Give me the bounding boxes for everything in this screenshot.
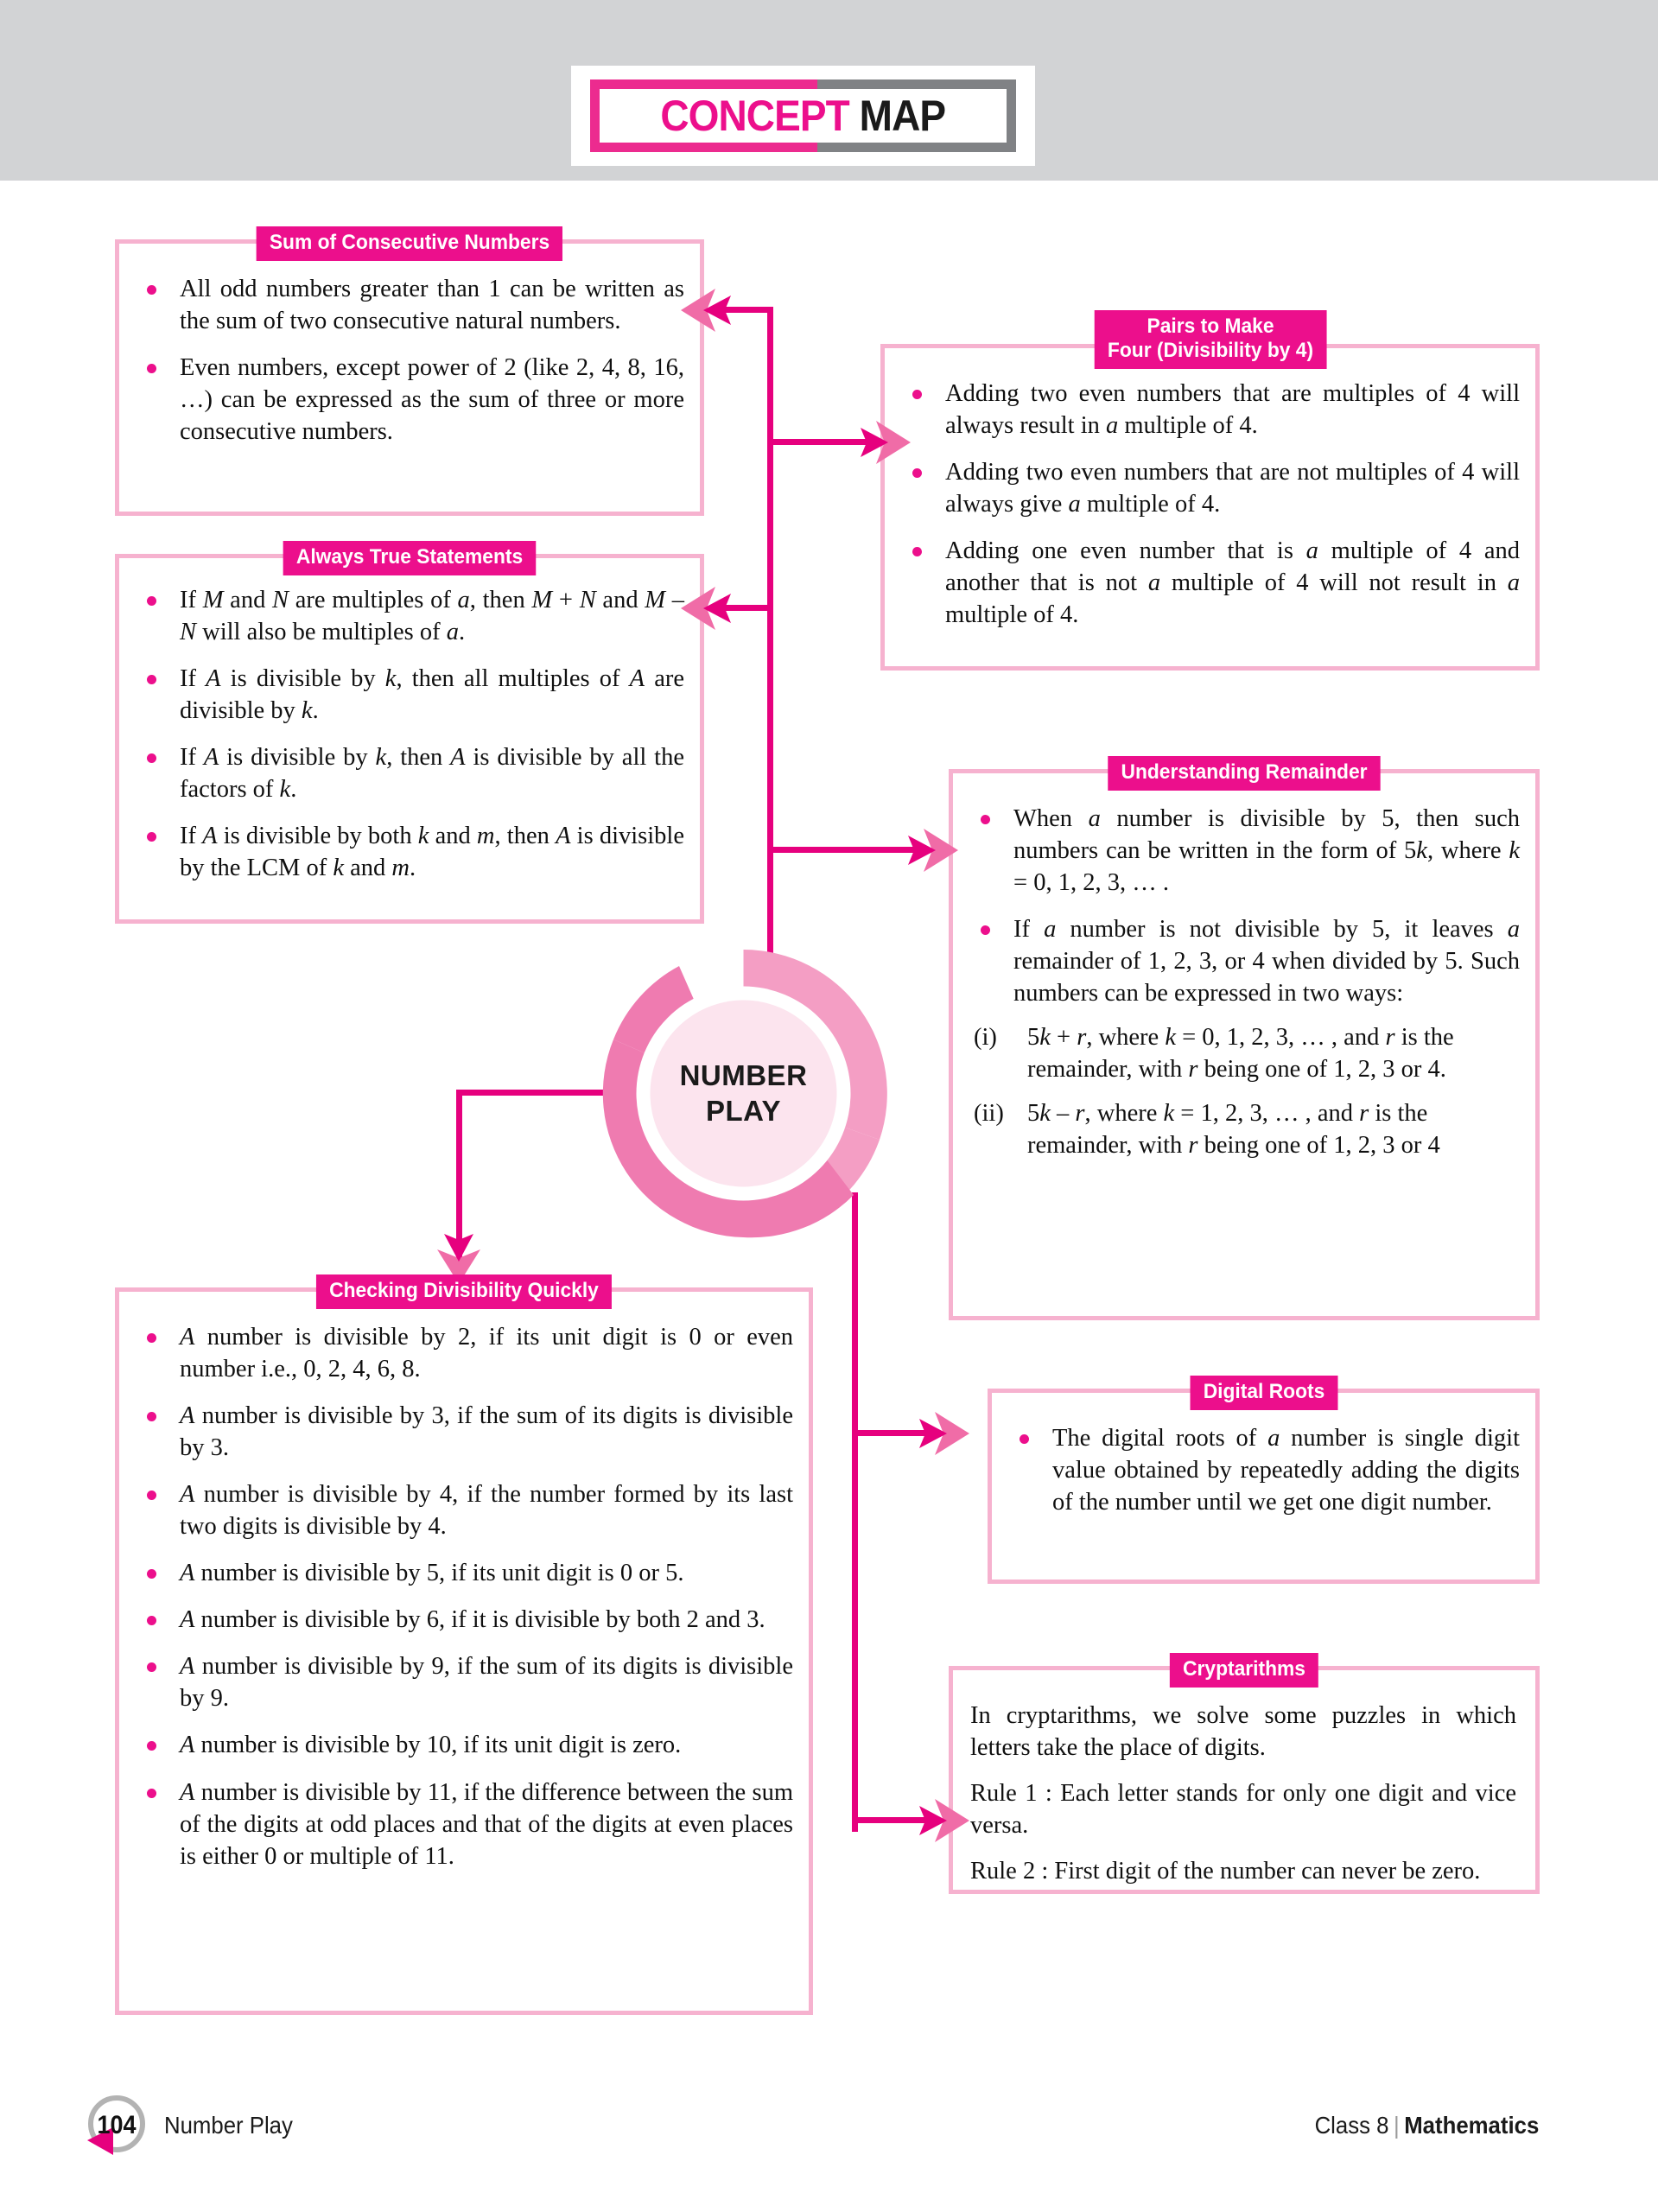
list-item: All odd numbers greater than 1 can be written as the sum of two consecutive natural numbers. — [128, 273, 684, 337]
center-label-line1: NUMBER — [679, 1059, 808, 1092]
sub-list-remainder-forms — [962, 1021, 1520, 1161]
box-title-digital-roots: Digital Roots — [1190, 1376, 1337, 1410]
box-title-line1: Pairs to Make — [1147, 315, 1274, 338]
list-item — [962, 1097, 1520, 1161]
list-item: A number is divisible by 4, if the number formed by its last two digits is divisible by 4. — [128, 1478, 793, 1542]
page-title-concept: CONCEPT — [660, 92, 850, 140]
bullet-list-understanding-remainder — [962, 803, 1520, 1009]
sub-item-text: 5k – r, where k = 1, 2, 3, … , and r is the remainder, with r being one of 1, 2, 3 or 4 — [1027, 1100, 1440, 1160]
box-body-checking-divisibility-quickly — [119, 1292, 809, 1886]
list-item: A number is divisible by 10, if its unit digit is zero. — [128, 1729, 793, 1761]
box-digital-roots — [988, 1380, 1540, 1584]
list-item: If a number is not divisible by 5, it leaves a remainder of 1, 2, 3, or 4 when divided by 5. Such numbers can be expressed in two ways: — [962, 913, 1520, 1009]
sub-item-marker: (ii) — [974, 1100, 1004, 1128]
list-item: The digital roots of a number is single digit value obtained by repeatedly adding the digits of the number until we get one digit number. — [1001, 1422, 1520, 1518]
arrow-left-to-sum-box — [677, 283, 738, 337]
arrow-left-to-always-true — [677, 582, 738, 635]
page-number: 104 — [97, 2111, 137, 2139]
footer-chapter-name: Number Play — [164, 2112, 293, 2139]
box-title-cryptarithms: Cryptarithms — [1170, 1653, 1318, 1688]
list-item: A number is divisible by 3, if the sum of its digits is divisible by 3. — [128, 1400, 793, 1464]
list-item: If A is divisible by both k and m, then A is divisible by the LCM of k and m. — [128, 820, 684, 884]
footer-class: Class 8 — [1314, 2112, 1389, 2139]
footer-class-subject — [1314, 2112, 1539, 2139]
box-cryptarithms — [949, 1657, 1540, 1894]
list-item: A number is divisible by 9, if the sum of its digits is divisible by 9. — [128, 1650, 793, 1714]
list-item: Even numbers, except power of 2 (like 2, 4, 8, 16, …) can be expressed as the sum of three or more consecutive numbers. — [128, 352, 684, 448]
page-footer — [0, 2091, 1658, 2195]
bullet-list-digital-roots — [1001, 1422, 1520, 1518]
box-sum-of-consecutive-numbers — [115, 231, 704, 516]
number-play-circle-graphic — [594, 944, 893, 1243]
list-item: A number is divisible by 2, if its unit digit is 0 or even number i.e., 0, 2, 4, 6, 8. — [128, 1321, 793, 1385]
box-body-understanding-remainder — [953, 773, 1535, 1175]
bullet-list-always-true-statements — [128, 584, 684, 884]
page-title-map: MAP — [859, 92, 946, 140]
page-title — [660, 92, 946, 140]
box-pairs-to-make-four — [880, 315, 1540, 671]
list-item — [962, 1021, 1520, 1085]
footer-subject: Mathematics — [1403, 2112, 1539, 2139]
bullet-list-checking-divisibility — [128, 1321, 793, 1872]
box-body-cryptarithms — [953, 1670, 1535, 1901]
box-understanding-remainder — [949, 760, 1540, 1320]
connector-vertical-right-lower — [852, 1192, 858, 1832]
box-body-pairs-to-make-four — [885, 348, 1535, 645]
list-item: A number is divisible by 5, if its unit digit is 0 or 5. — [128, 1557, 793, 1589]
list-item: If A is divisible by k, then all multiples of A are divisible by k. — [128, 663, 684, 727]
paragraph: Rule 2 : First digit of the number can never be zero. — [970, 1858, 1481, 1885]
box-title-always-true-statements: Always True Statements — [283, 541, 537, 575]
bullet-list-pairs-to-make-four — [893, 378, 1520, 631]
list-item: Adding one even number that is a multiple of 4 and another that is not a multiple of 4 will not result in a multiple of 4. — [893, 535, 1520, 631]
paragraph: Rule 1 : Each letter stands for only one digit and vice versa. — [970, 1780, 1516, 1840]
footer-separator: | — [1393, 2112, 1400, 2139]
paragraph: In cryptarithms, we solve some puzzles in which letters take the place of digits. — [970, 1702, 1516, 1762]
list-item: When a number is divisible by 5, then such numbers can be written in the form of 5k, where k = 0, 1, 2, 3, … . — [962, 803, 1520, 899]
bullet-list-sum-of-consecutive-numbers — [128, 273, 684, 448]
header-title-plate — [571, 66, 1035, 166]
arrow-right-to-pairs-box — [854, 416, 914, 469]
list-item: If M and N are multiples of a, then M + N and M – N will also be multiples of a. — [128, 584, 684, 648]
arrow-right-to-digital-roots — [912, 1407, 973, 1460]
arrow-right-to-remainder — [901, 823, 962, 877]
box-body-digital-roots — [992, 1393, 1535, 1532]
box-checking-divisibility-quickly — [115, 1279, 813, 2015]
list-item: Adding two even numbers that are not multiples of 4 will always give a multiple of 4. — [893, 456, 1520, 520]
list-item: Adding two even numbers that are multiples of 4 will always result in a multiple of 4. — [893, 378, 1520, 442]
list-item: A number is divisible by 11, if the difference between the sum of the digits at odd places and that of the digits at even places is either 0 or multiple of 11. — [128, 1777, 793, 1872]
box-title-understanding-remainder: Understanding Remainder — [1108, 756, 1380, 791]
list-item: If A is divisible by k, then A is divisible by all the factors of k. — [128, 741, 684, 805]
box-body-sum-of-consecutive-numbers — [119, 244, 700, 461]
box-body-always-true-statements — [119, 558, 700, 898]
box-title-sum-of-consecutive-numbers: Sum of Consecutive Numbers — [257, 226, 563, 261]
center-label-line2: PLAY — [706, 1094, 781, 1127]
box-title-checking-divisibility-quickly: Checking Divisibility Quickly — [316, 1274, 612, 1309]
header-title-frame — [590, 79, 1016, 152]
box-title-pairs-to-make-four — [1094, 310, 1326, 369]
box-title-line2: Four (Divisibility by 4) — [1107, 338, 1313, 362]
list-item: A number is divisible by 6, if it is divisible by both 2 and 3. — [128, 1604, 793, 1636]
box-always-true-statements — [115, 545, 704, 924]
sub-item-text: 5k + r, where k = 0, 1, 2, 3, … , and r is the remainder, with r being one of 1, 2, 3 or 4. — [1027, 1024, 1454, 1084]
arrow-right-to-cryptarithms — [912, 1794, 973, 1847]
sub-item-marker: (i) — [974, 1024, 997, 1052]
